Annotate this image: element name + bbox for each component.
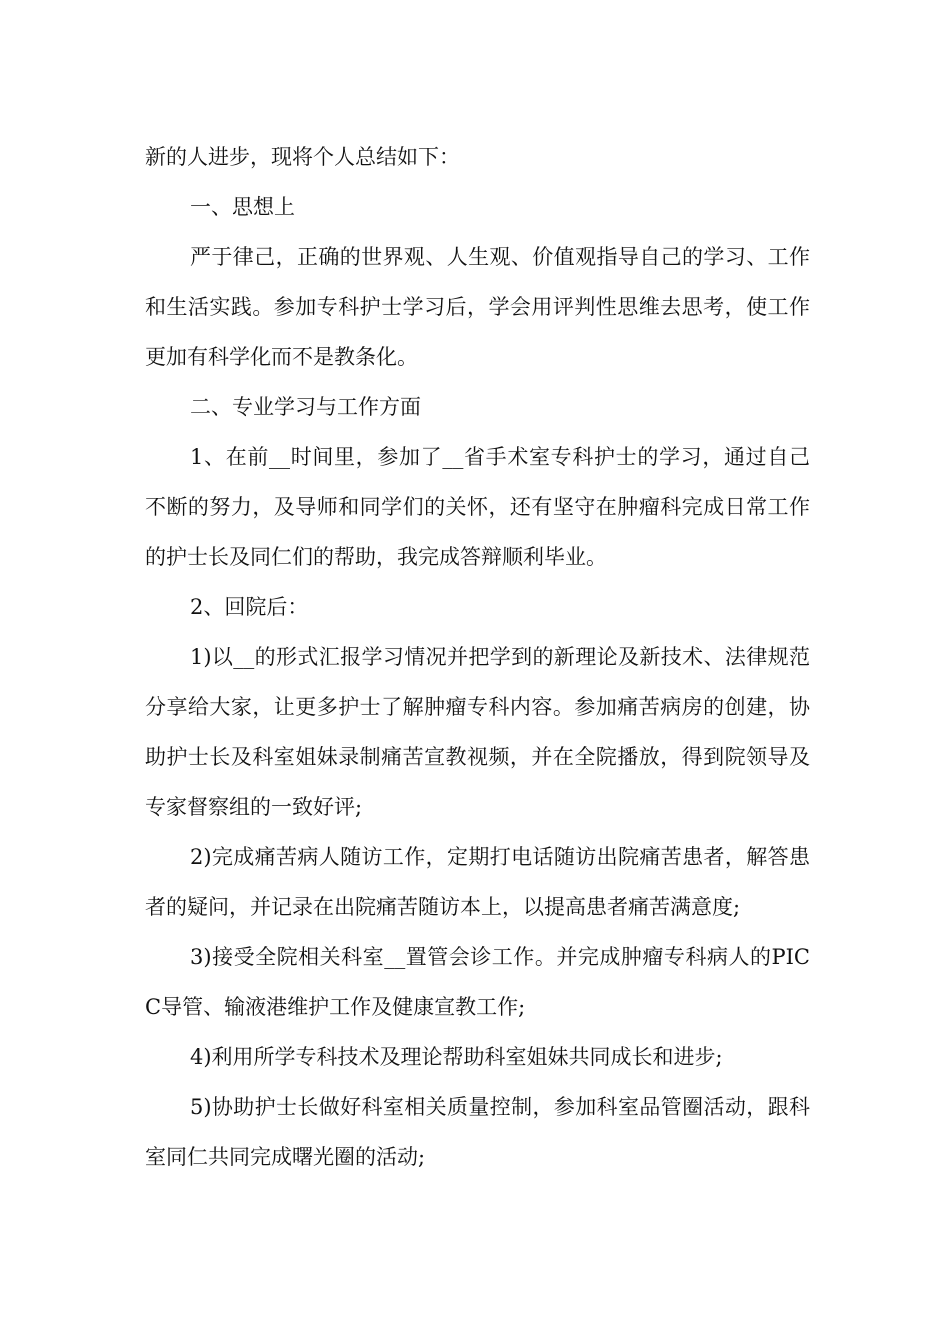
heading-professional-study: 二、专业学习与工作方面	[190, 395, 421, 419]
paragraph-item-1: 1、在前__时间里，参加了__省手术室专科护士的学习，通过自己不断的努力，及导师和同学们的关怀，还有坚守在肿瘤科完成日常工作的护士长及同仁们的帮助，我完成答辩顺利毕业。	[145, 445, 810, 569]
paragraph-thought: 严于律己，正确的世界观、人生观、价值观指导自己的学习、工作和生活实践。参加专科护士学习后，学会用评判性思维去思考，使工作更加有科学化而不是教条化。	[145, 245, 810, 369]
heading-thought: 一、思想上	[190, 195, 295, 219]
paragraph-subitem-1: 1)以__的形式汇报学习情况并把学到的新理论及新技术、法律规范分享给大家，让更多护士了解肿瘤专科内容。参加痛苦病房的创建，协助护士长及科室姐妹录制痛苦宣教视频，并在全院播放，得到院领导及专家督察组的一致好评;	[145, 645, 810, 819]
paragraph-subitem-5: 5)协助护士长做好科室相关质量控制，参加科室品管圈活动，跟科室同仁共同完成曙光圈的活动;	[145, 1095, 810, 1169]
document-body	[145, 132, 810, 1182]
paragraph-intro-continuation: 新的人进步，现将个人总结如下：	[145, 145, 460, 169]
paragraph-subitem-2: 2)完成痛苦病人随访工作，定期打电话随访出院痛苦患者，解答患者的疑问，并记录在出院痛苦随访本上，以提高患者痛苦满意度;	[145, 845, 810, 919]
paragraph-subitem-3: 3)接受全院相关科室__置管会诊工作。并完成肿瘤专科病人的PICC导管、输液港维护工作及健康宣教工作;	[145, 945, 810, 1019]
paragraph-item-2: 2、回院后：	[190, 595, 309, 619]
paragraph-subitem-4: 4)利用所学专科技术及理论帮助科室姐妹共同成长和进步;	[190, 1045, 723, 1069]
